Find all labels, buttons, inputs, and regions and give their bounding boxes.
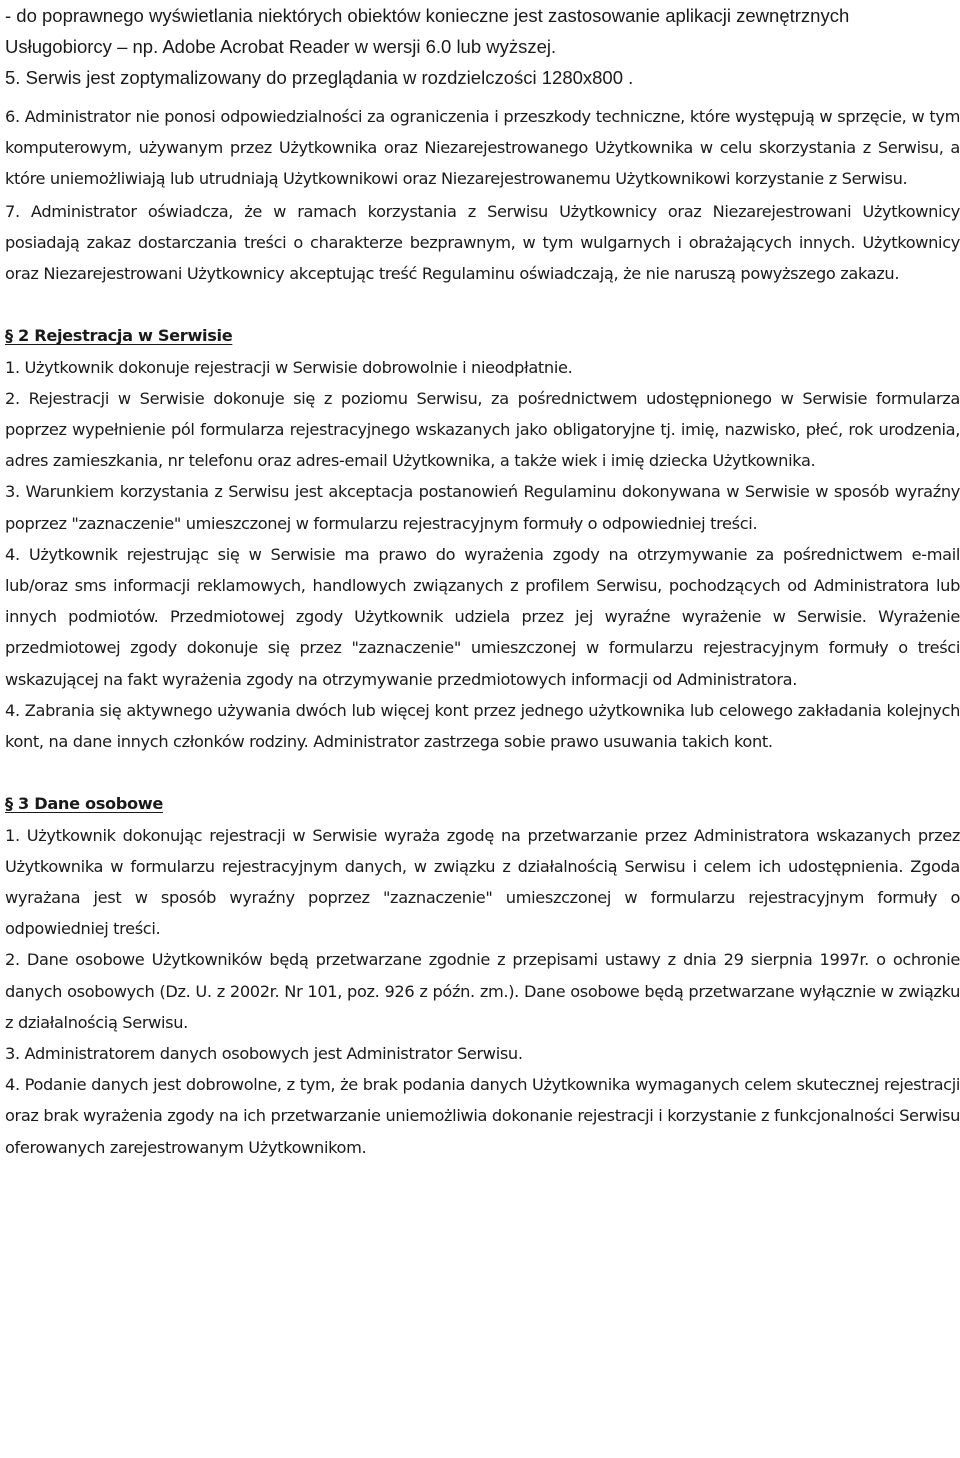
paragraph: 2. Dane osobowe Użytkowników będą przetwarzane zgodnie z przepisami ustawy z dnia 29 sierpnia 1997r. o ochronie danych osobowych (Dz. U. z 2002r. Nr 101, poz. 926 z późn. zm.). Dane osobowe będą przetwarzane wyłącznie w związku z działalnością Serwisu. — [5, 950, 960, 1032]
intro-block — [5, 0, 960, 93]
paragraph: 3. Warunkiem korzystania z Serwisu jest akceptacja postanowień Regulaminu dokonywana w Serwisie w sposób wyraźny poprzez "zaznaczenie" umieszczonej w formularzu rejestracyjnym formuły o odpowiedniej treści. — [5, 482, 960, 533]
paragraph: - do poprawnego wyświetlania niektórych obiektów konieczne jest zastosowanie aplikacji zewnętrznych Usługobiorcy – np. Adobe Acrobat Reader w wersji 6.0 lub wyższej. — [5, 5, 850, 57]
body-text — [5, 101, 960, 1163]
paragraph: 1. Użytkownik dokonuje rejestracji w Serwisie dobrowolnie i nieodpłatnie. — [5, 357, 573, 377]
section-heading-text: § 2 Rejestracja w Serwisie — [5, 326, 233, 346]
paragraph: 4. Podanie danych jest dobrowolne, z tym, że brak podania danych Użytkownika wymaganych celem skutecznej rejestracji oraz brak wyrażenia zgody na ich przetwarzanie uniemożliwia dokonanie rejestracji i korzystanie z funkcjonalności Serwisu oferowanych zarejestrowanym Użytkownikom. — [5, 1075, 960, 1157]
spacer — [5, 757, 960, 788]
spacer — [5, 289, 960, 320]
paragraph: 7. Administrator oświadcza, że w ramach korzystania z Serwisu Użytkownicy oraz Niezarejestrowani Użytkownicy posiadają zakaz dostarczania treści o charakterze bezprawnym, w tym wulgarnych i obrażających innych. Użytkownicy oraz Niezarejestrowani Użytkownicy akceptując treść Regulaminu oświadczają, że nie naruszą powyższego zakazu. — [5, 201, 960, 284]
section-heading — [5, 788, 960, 819]
paragraph: 6. Administrator nie ponosi odpowiedzialności za ograniczenia i przeszkody techniczne, które występują w sprzęcie, w tym komputerowym, używanym przez Użytkownika oraz Niezarejestrowanego Użytkownika w celu skorzystania z Serwisu, a które uniemożliwiają lub utrudniają Użytkownikowi oraz Niezarejestrowanemu Użytkownikowi korzystanie z Serwisu. — [5, 107, 960, 189]
paragraph: 4. Użytkownik rejestrując się w Serwisie ma prawo do wyrażenia zgody na otrzymywanie za pośrednictwem e-mail lub/oraz sms informacji reklamowych, handlowych związanych z profilem Serwisu, pochodzących od Administratora lub innych podmiotów. Przedmiotowej zgody Użytkownik udziela przez jej wyraźne wyrażenie w Serwisie. Wyrażenie przedmiotowej zgody dokonuje się przez "zaznaczenie" umieszczonej w formularzu rejestracyjnym formuły o treści wskazującej na fakt wyrażenia zgody na otrzymywanie przedmiotowych informacji od Administratora. — [5, 544, 960, 689]
paragraph: 4. Zabrania się aktywnego używania dwóch lub więcej kont przez jednego użytkownika lub celowego zakładania kolejnych kont, na dane innych członków rodziny. Administrator zastrzega sobie prawo usuwania takich kont. — [5, 700, 960, 752]
section-heading — [5, 320, 960, 351]
paragraph: 1. Użytkownik dokonując rejestracji w Serwisie wyraża zgodę na przetwarzanie przez Administratora wskazanych przez Użytkownika w formularzu rejestracyjnym danych, w związku z działalnością Serwisu i celem ich udostępnienia. Zgoda wyrażana jest w sposób wyraźny poprzez "zaznaczenie" umieszczonej w formularzu rejestracyjnym formuły o odpowiedniej treści. — [5, 825, 960, 939]
paragraph: 2. Rejestracji w Serwisie dokonuje się z poziomu Serwisu, za pośrednictwem udostępnionego w Serwisie formularza poprzez wypełnienie pól formularza rejestracyjnego wskazanych jako obligatoryjne tj. imię, nazwisko, płeć, rok urodzenia, adres zamieszkania, nr telefonu oraz adres-email Użytkownika, a także wiek i imię dziecka Użytkownika. — [5, 388, 960, 471]
paragraph: 3. Administratorem danych osobowych jest Administrator Serwisu. — [5, 1044, 523, 1064]
section-heading-text: § 3 Dane osobowe — [5, 794, 164, 814]
document-page — [5, 0, 960, 1163]
paragraph: 5. Serwis jest zoptymalizowany do przeglądania w rozdzielczości 1280x800 . — [5, 67, 634, 88]
